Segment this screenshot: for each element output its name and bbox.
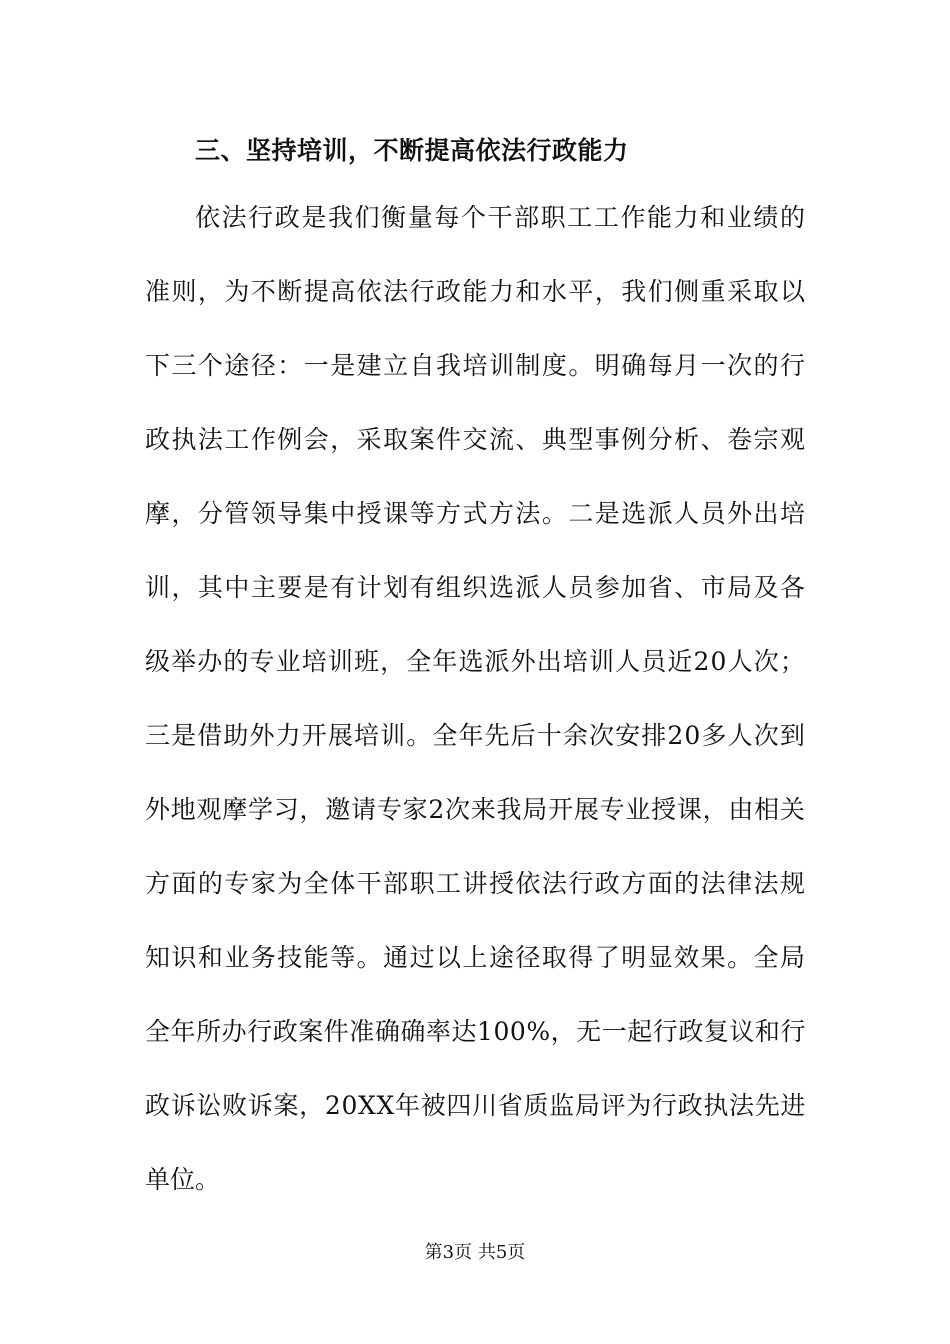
paragraph-line: 下三个途径：一是建立自我培训制度。明确每月一次的行 <box>145 351 807 380</box>
paragraph-line: 外地观摩学习，邀请专家2次来我局开展专业授课，由相关 <box>145 795 806 824</box>
paragraph-line: 级举办的专业培训班，全年选派外出培训人员近20人次； <box>145 647 806 676</box>
paragraph-line: 摩，分管领导集中授课等方式方法。二是选派人员外出培 <box>145 499 807 528</box>
paragraph-line: 依法行政是我们衡量每个干部职工工作能力和业绩的 <box>195 203 807 232</box>
paragraph-line: 全年所办行政案件准确确率达100%，无一起行政复议和行 <box>145 1017 807 1046</box>
paragraph-line: 单位。 <box>145 1165 221 1194</box>
paragraph-line: 训，其中主要是有计划有组织选派人员参加省、市局及各 <box>145 573 807 602</box>
paragraph-line: 方面的专家为全体干部职工讲授依法行政方面的法律法规 <box>145 869 807 898</box>
page-number-footer: 第3页 共5页 <box>424 1242 526 1263</box>
paragraph-line: 政诉讼败诉案，20XX年被四川省质监局评为行政执法先进 <box>145 1091 807 1120</box>
paragraph-line: 准则，为不断提高依法行政能力和水平，我们侧重采取以 <box>145 277 807 306</box>
section-heading: 三、坚持培训，不断提高依法行政能力 <box>195 136 629 165</box>
paragraph-line: 三是借助外力开展培训。全年先后十余次安排20多人次到 <box>145 721 806 750</box>
paragraph-line: 知识和业务技能等。通过以上途径取得了明显效果。全局 <box>145 943 807 972</box>
paragraph-line: 政执法工作例会，采取案件交流、典型事例分析、卷宗观 <box>145 425 807 454</box>
